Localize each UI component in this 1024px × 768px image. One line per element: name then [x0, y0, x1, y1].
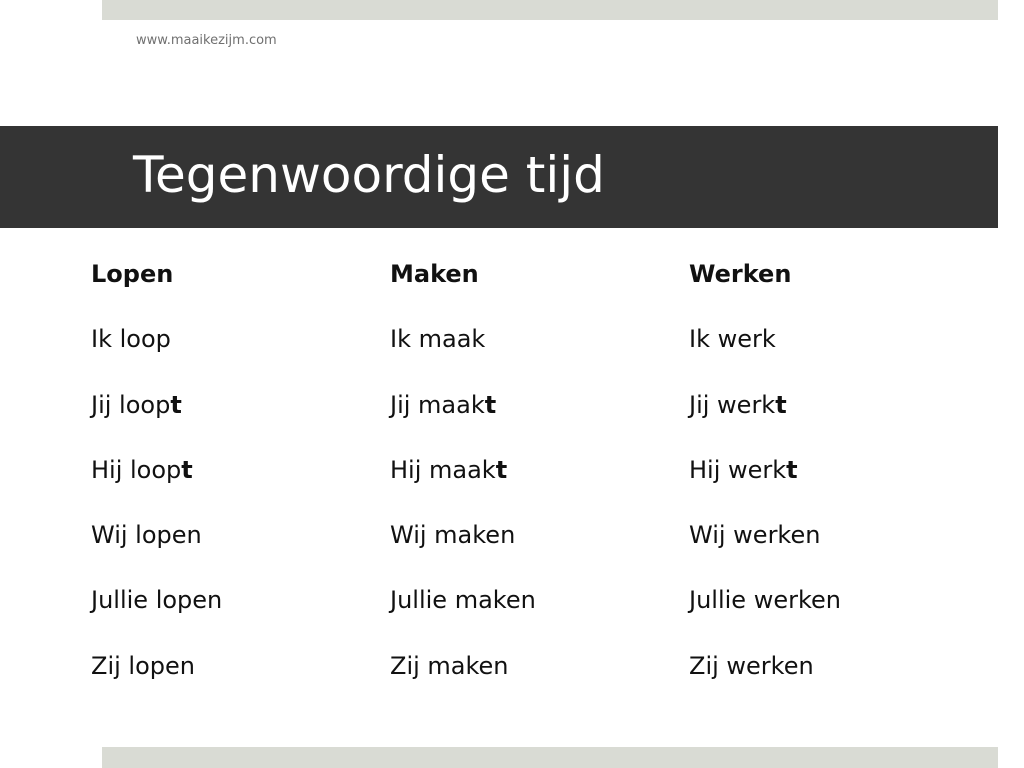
conjugation-row — [91, 648, 222, 713]
column-heading: Lopen — [91, 260, 174, 288]
conjugation-row — [689, 517, 841, 582]
conjugation-row — [390, 517, 536, 582]
conjugation-row — [689, 452, 841, 517]
conjugation-row — [91, 452, 222, 517]
conjugation-row — [689, 648, 841, 713]
conjugation-stem: Ik loop — [91, 325, 171, 354]
conjugation-ending: t — [484, 390, 497, 419]
conjugation-stem: Wij werken — [689, 521, 821, 550]
conjugation-row — [390, 582, 536, 647]
conjugation-stem: Zij maken — [390, 651, 509, 680]
conjugation-stem: Jij maak — [390, 390, 485, 419]
slide-title: Tegenwoordige tijd — [133, 146, 605, 204]
conjugation-ending: t — [775, 390, 787, 419]
column-heading: Werken — [689, 260, 792, 288]
conjugation-ending: t — [170, 390, 182, 419]
conjugation-ending: t — [495, 455, 508, 484]
conjugation-row — [390, 648, 536, 713]
verb-column-werken — [689, 256, 841, 713]
conjugation-row — [390, 321, 536, 386]
conjugation-stem: Jij loop — [91, 390, 171, 419]
conjugation-stem: Hij maak — [390, 455, 496, 484]
conjugation-stem: Hij loop — [91, 455, 182, 484]
conjugation-stem: Ik maak — [390, 325, 486, 354]
verb-column-lopen — [91, 256, 222, 713]
column-heading: Maken — [390, 260, 479, 288]
website-url: www.maaikezijm.com — [136, 33, 277, 48]
conjugation-stem: Jullie werken — [689, 586, 841, 615]
conjugation-row — [689, 582, 841, 647]
verb-column-maken — [390, 256, 536, 713]
conjugation-row — [91, 387, 222, 452]
conjugation-stem: Jij werk — [689, 390, 776, 419]
conjugation-row — [91, 321, 222, 386]
conjugation-stem: Ik werk — [689, 325, 776, 354]
conjugation-stem: Zij lopen — [91, 651, 195, 680]
conjugation-stem: Jullie lopen — [91, 586, 223, 615]
top-decorative-bar — [102, 0, 998, 20]
conjugation-row — [91, 582, 222, 647]
conjugation-row — [689, 387, 841, 452]
bottom-decorative-bar — [102, 747, 998, 768]
conjugation-stem: Jullie maken — [390, 586, 536, 615]
conjugation-row — [91, 517, 222, 582]
conjugation-ending: t — [181, 455, 193, 484]
conjugation-stem: Wij lopen — [91, 521, 202, 550]
conjugation-stem: Wij maken — [390, 521, 516, 550]
conjugation-row — [390, 387, 536, 452]
conjugation-row — [689, 321, 841, 386]
conjugation-stem: Zij werken — [689, 651, 814, 680]
conjugation-row — [390, 452, 536, 517]
conjugation-stem: Hij werk — [689, 455, 787, 484]
conjugation-ending: t — [786, 455, 798, 484]
